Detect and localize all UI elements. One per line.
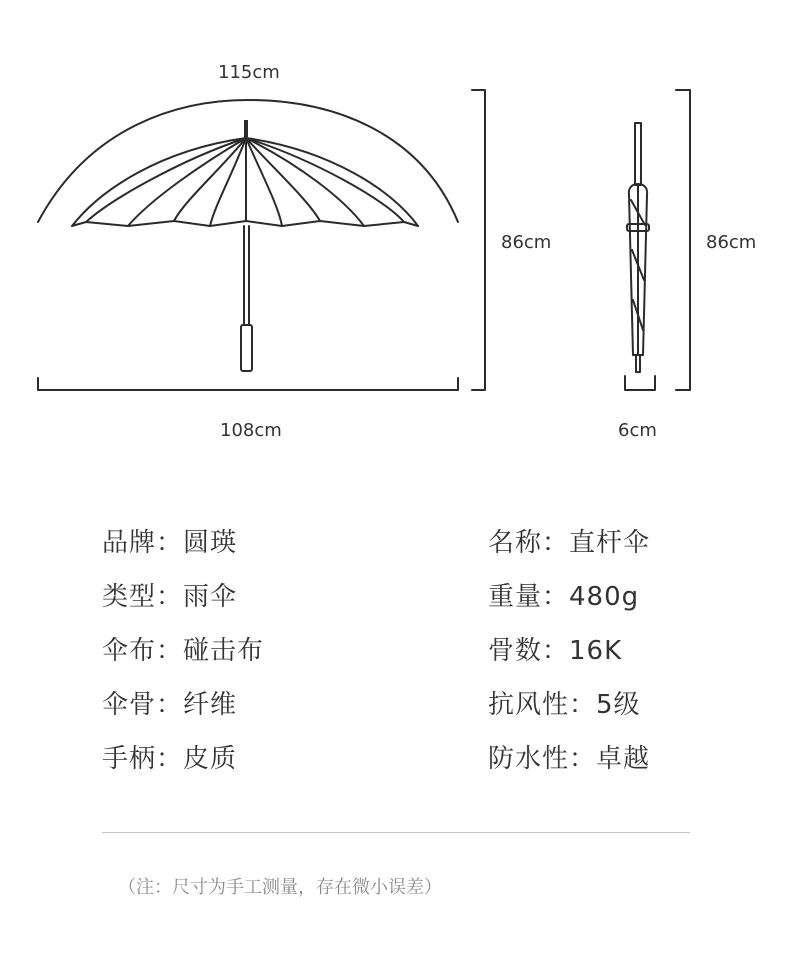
- spec-handle: [102, 738, 237, 775]
- spec-label: 品牌：: [102, 528, 184, 558]
- measurement-note: （注：尺寸为手工测量，存在微小误差）: [118, 877, 442, 898]
- spec-type: [102, 576, 237, 613]
- spec-label: 骨数：: [488, 636, 570, 666]
- spec-wind-resistance: [488, 684, 641, 721]
- open-height-bracket: [472, 90, 485, 390]
- spec-value: 纤维: [183, 690, 238, 720]
- spec-label: 防水性：: [488, 744, 597, 774]
- span-arc: [38, 100, 458, 222]
- spec-name: [488, 522, 650, 559]
- spec-value: 圆瑛: [183, 528, 238, 558]
- canopy-ribs: [86, 138, 404, 226]
- closed-umbrella: [627, 123, 649, 372]
- handle: [241, 325, 252, 371]
- spec-label: 伞布：: [102, 636, 184, 666]
- open-span-label: 115cm: [218, 62, 280, 83]
- spec-label: 类型：: [102, 582, 184, 612]
- spec-ribs: [488, 630, 622, 667]
- open-width-label: 108cm: [220, 420, 282, 441]
- closed-height-bracket: [676, 90, 690, 390]
- canopy-hem: [72, 221, 418, 226]
- shaft: [244, 226, 249, 325]
- spec-label: 名称：: [488, 528, 570, 558]
- spec-value: 皮质: [183, 744, 238, 774]
- closed-width-label: 6cm: [618, 420, 657, 441]
- spec-weight: [488, 576, 639, 613]
- spec-frame: [102, 684, 237, 721]
- spec-value: 碰击布: [183, 636, 265, 666]
- spec-brand: [102, 522, 237, 559]
- spec-value: 直杆伞: [569, 528, 651, 558]
- spec-value: 5级: [596, 690, 641, 720]
- canopy-tip: [244, 120, 248, 138]
- umbrella-dimension-diagram: [0, 0, 790, 460]
- spec-fabric: [102, 630, 264, 667]
- closed-width-bracket: [625, 376, 655, 390]
- spec-label: 抗风性：: [488, 690, 597, 720]
- width-bracket: [38, 378, 458, 390]
- spec-value: 480g: [569, 582, 640, 612]
- open-height-label: 86cm: [501, 232, 552, 253]
- spec-value: 雨伞: [183, 582, 238, 612]
- spec-label: 伞骨：: [102, 690, 184, 720]
- spec-label: 手柄：: [102, 744, 184, 774]
- spec-label: 重量：: [488, 582, 570, 612]
- spec-value: 卓越: [596, 744, 651, 774]
- spec-value: 16K: [569, 636, 623, 666]
- closed-height-label: 86cm: [706, 232, 757, 253]
- divider: [102, 832, 690, 833]
- spec-waterproof: [488, 738, 650, 775]
